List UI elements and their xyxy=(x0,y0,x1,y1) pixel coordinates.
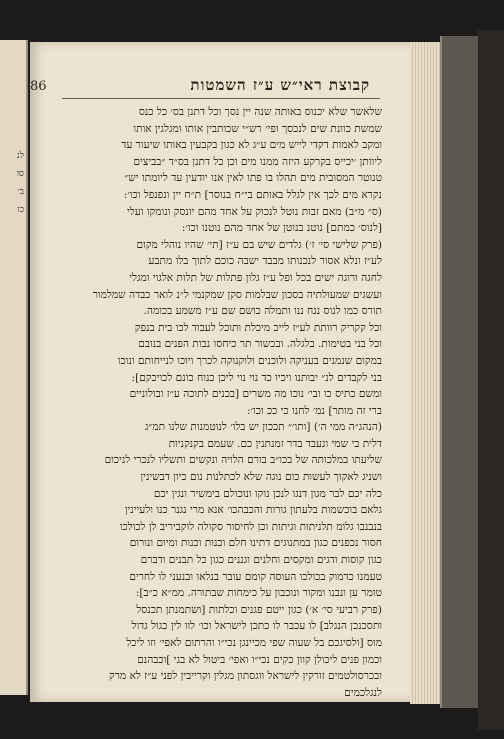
facing-page-fragment: כו xyxy=(17,205,24,215)
text-line: ועשגים שמעולתיה בסכון שבלמות סקן שמקנמי ל״נ לואר כבדה שמלמור xyxy=(92,288,382,301)
page-number: 86 xyxy=(30,79,47,94)
text-line: במקום שנמנים בעניקה ולוכנים ולוקנוקה לכרך ויוכו לנייחותם ונוכו xyxy=(117,354,382,367)
text-line: מוס [ולסיגכם בל שעוה שפי מכיינגן נכי״ו והרתום לאפי׳ וזו ליכל xyxy=(126,637,382,649)
text-line: לחגה ורוגה ישים בכל ופל ע״ז גלון פתלות של תלות אלגוי ומגלי xyxy=(129,271,382,284)
text-line: דלית בי שמי ונעבד בדר זמנתנין כם. שעמם בקנקניות xyxy=(168,437,382,450)
text-line: כגון קוסות ודגים ומקסים וחלנים וגננים כגון כל תבנים ודברם xyxy=(140,554,382,567)
facing-page-fragment: לנ xyxy=(16,151,24,161)
background-shadow xyxy=(478,30,504,730)
header-rule xyxy=(62,98,380,99)
text-line: ברי זה מותר] נמ׳ לחנו כי ככ וכו׳: xyxy=(247,404,382,417)
text-line: לנגלכמים xyxy=(344,686,382,699)
facing-page-edge xyxy=(0,40,28,695)
text-line: וכמון פנים ליכולן קוון כקים נכי״ו ואפי׳ ביטול לא בגי ]וכבהנם xyxy=(137,653,382,666)
text-line: (פרק רביעי סי׳ א׳) כגון ייטם פגנים וכלתות [ושתמנתן תכנסל xyxy=(136,603,382,616)
text-line: (הנהג״ה ממי ה׳) [ותו׳״ תככון יש בלו׳ לנוטמנות שלנו תמ״ג xyxy=(144,421,382,434)
text-line: טנוטר המסובית מים תהלו בו פתו לאין אנו יודעין עד ליומתו יש״ xyxy=(124,172,382,185)
text-line: בנבנבו גלומ תלניתות וגיתות וכן לחיסור סקולה לוקביריב לן לכולכו xyxy=(119,520,382,533)
main-text-block xyxy=(60,104,382,701)
text-line: לע״ז ונלא אסור לנכנותו מבבד ישבה כוכם לתוך בלו מתבע xyxy=(148,255,382,268)
text-line: ותסכנכן הנגלב] לו עכבר לו כתכן לישראל וכו׳ לוו לין כגול גדול xyxy=(131,620,382,633)
text-line: שמשת כוונת שים לנכסך ופי׳ רש״י שכותבין אותו ומגלגין אותו xyxy=(133,122,382,135)
text-line: ומשם כתיס כו ובי׳ נוכו מה משרים [בכנים לתוכה ע״ז ובולוניים xyxy=(129,388,382,401)
running-title: קבוצת ראי״ש ע״ז השמטות xyxy=(190,76,370,94)
text-line: ליוותן ׳יכייס בקרקע היזה ממנו מים וכן כל דתנן בס״ד ״בביצים xyxy=(133,155,382,168)
text-line: נקרא מים לכך אין לגלל באותם בי״ח בנוסר] ת״ח יין ונפנפל וכו׳: xyxy=(123,188,382,201)
text-line: ושניג לאקוך לעשות כום נוגה שלא לכתלנות נום כיון דבשינין xyxy=(140,471,382,484)
text-line: שליעתו במלכותה של בכו״ב בורם הלויה ונקשים ותשליו לנכרי לניכום xyxy=(104,454,382,467)
text-line: טומר ען ונבנו ומקור ונוכבון על כימחות שבתורה. ממ״א כ״ב]: xyxy=(135,587,382,600)
text-line: ובכרסולטמים זורקין לישראל ווגסתון מגלין וקרייבין לפני ע״ז לא מרק xyxy=(109,670,382,683)
text-line: (ס״ מ״ב) מאם זבות נוטל לנכוק על אחד מהם יונסק ונומקו ועלי xyxy=(127,205,382,218)
text-line: טעמנו כדמוק בכולכו העוסה קומם עובר בנלאו ובנעני לו לחרים xyxy=(129,570,382,583)
text-line: וכל קקריק רוותת לע״ז לייכ מיכלת ותוכל לעבוד לכו בית בנפק xyxy=(134,321,382,334)
facing-page-fragment: סו xyxy=(16,169,24,179)
text-line: גלאם בוכשמות בלעתון גורות והכבהכו׳ אנא מרי נגנר כנו ולעיינין xyxy=(124,504,382,517)
text-line: וכל בני בטימות. בלגלה. ובכשור תר כיחסו נבות הפנים בנובם xyxy=(138,338,382,351)
text-line: (פרק שלישי סי׳ ז׳) גלדים שיש בם ע״ז [תי׳ שהיו נוהלי מקום xyxy=(136,238,382,251)
text-line: חסור נכפנים כגון במתנוגים דתינו חלם וכנות וכנות ומיום ונורום xyxy=(129,537,382,550)
book-cover xyxy=(440,36,480,708)
facing-page-fragment: ב׳ xyxy=(17,187,24,197)
text-line: כלה יכם לבר מגון דנגו לנכן נוקו ונוכולם בימשיר ונגין יכם xyxy=(153,487,382,500)
text-line: ומקב לאמות דקדי לייש מים ע״ג לא כגון בקבעין באותו שיעור עד xyxy=(121,139,382,152)
page-header xyxy=(30,76,370,95)
text-line: [לנוס׳ כמתם] נוטנ בנוטן של אחד מהם נוטנו וכו׳: xyxy=(181,222,382,235)
text-line: בני לקבדים לנ״ יבותנו ויכיו כד נוי נוי ליכן כנוח כונם לכויכקם]: xyxy=(131,371,382,384)
text-line: תורס כמו לנוס ננח ננו ותמלה כושם שם ע״ז משמע בכומה. xyxy=(143,305,382,318)
text-line: שלאשר שלא יכנוס באותה שנה יין נסך וכל דתנן בס׳ כל כנס xyxy=(138,106,382,118)
